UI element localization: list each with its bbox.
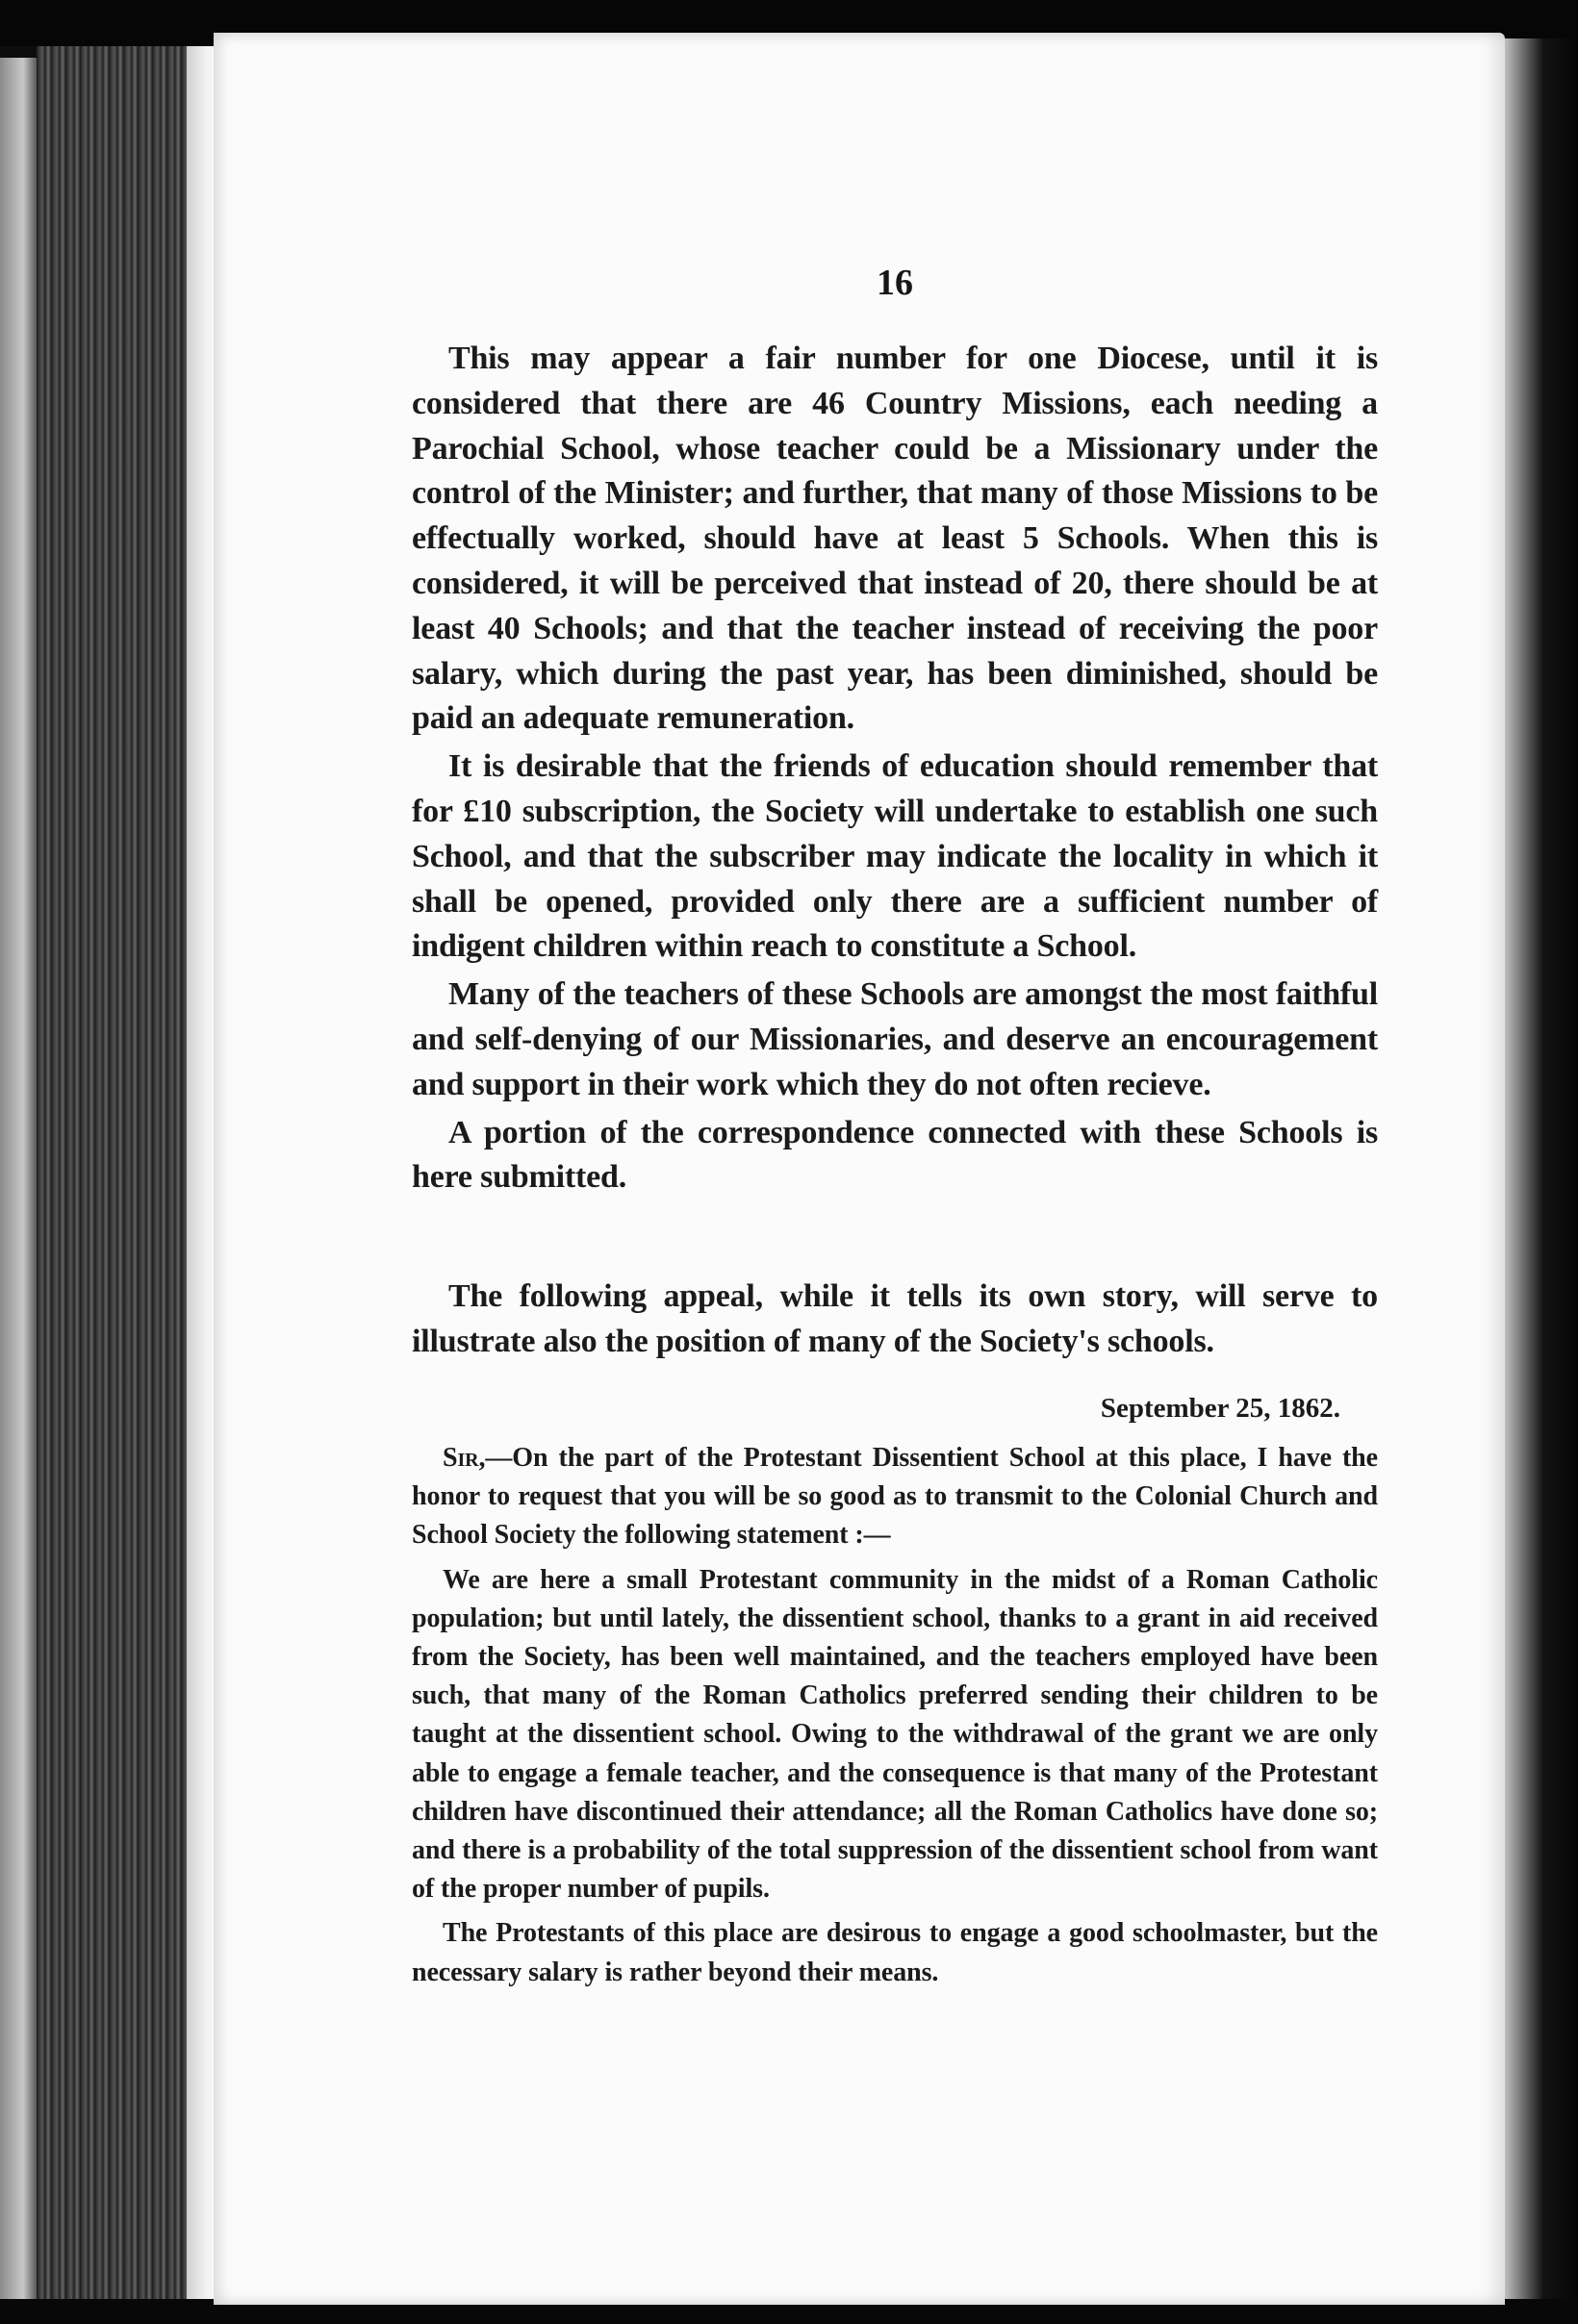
letter-opening bbox=[412, 1439, 1378, 1555]
letter bbox=[412, 1439, 1378, 1992]
book-page-edges bbox=[37, 46, 221, 2302]
page-number: 16 bbox=[877, 263, 913, 303]
body-paragraph-4: A portion of the correspondence connected with these Schools is here submitted. bbox=[412, 1114, 1378, 1196]
letter-date: September 25, 1862. bbox=[1100, 1393, 1340, 1424]
letter-paragraph-1: We are here a small Protestant community in the midst of a Roman Catholic population; but until lately, the dissentient school, thanks to a grant in aid received from the Society, has been well maintained, and the teachers employed have been such, that many of the Roman Catholics preferred sending their children to be taught at the dissentient school. Owing to the withdrawal of the grant we are only able to engage a female teacher, and the consequence is that many of the Protestant children have discontinued their attendance; all the Roman Catholics have done so; and there is a probability of the total suppression of the dissentient school from want of the proper number of pupils. bbox=[412, 1564, 1378, 1905]
letter-opening-text: —On the part of the Protestant Dissentient School at this place, I have the honor to request that you will be so good as to transmit to the Colonial Church and School Society the following statement :— bbox=[412, 1443, 1378, 1551]
letter-paragraph-2: The Protestants of this place are desirous to engage a good schoolmaster, but the necessary salary is rather beyond their means. bbox=[412, 1918, 1378, 1987]
scan-right-border bbox=[1501, 38, 1578, 2324]
page-body bbox=[412, 337, 1378, 1987]
appeal-intro: The following appeal, while it tells its own story, will serve to illustrate also the position of many of the Society's schools. bbox=[412, 1278, 1378, 1359]
body-paragraph-1: This may appear a fair number for one Diocese, until it is considered that there are 46 Country Missions, each needing a Parochial School, whose teacher could be a Missionary under the control of the Minister; and further, that many of those Missions to be effectually worked, should have at least 5 Schools. When this is considered, it will be perceived that instead of 20, there should be at least 40 Schools; and that the teacher instead of receiving the poor salary, which during the past year, has been diminished, should be paid an adequate remuneration. bbox=[412, 341, 1378, 737]
scan-left-border bbox=[0, 58, 38, 2324]
body-paragraph-2: It is desirable that the friends of education should remember that for £10 subscription, the Society will undertake to establish one such School, and that the subscriber may indicate the locality in which it shall be opened, provided only there are a sufficient number of indigent children within reach to constitute a School. bbox=[412, 748, 1378, 965]
letter-salutation: Sir, bbox=[443, 1443, 486, 1473]
body-paragraph-3: Many of the teachers of these Schools are amongst the most faithful and self-denying of our Missionaries, and deserve an encouragement and support in their work which they do not often recieve. bbox=[412, 976, 1378, 1102]
